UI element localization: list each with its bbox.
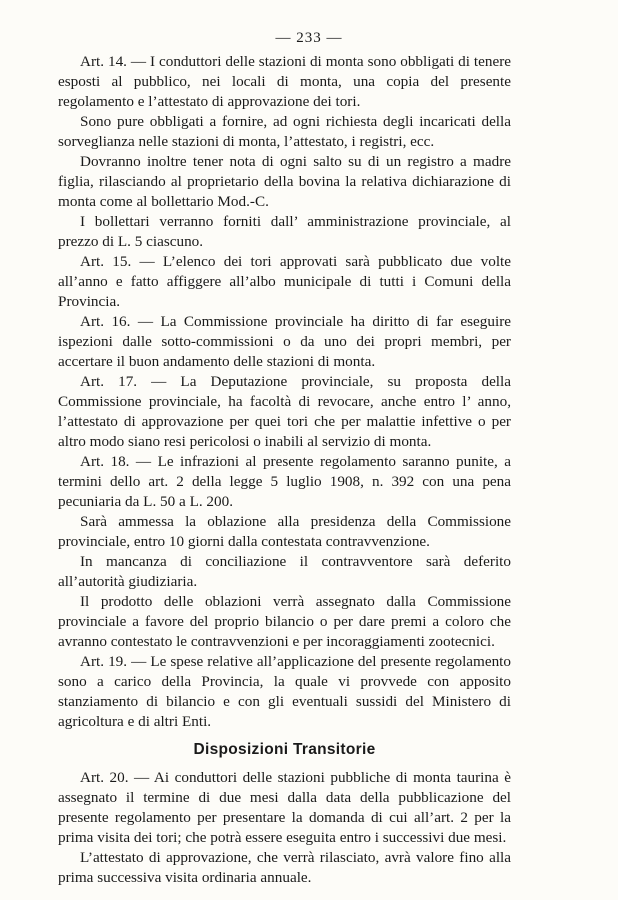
page-number: — 233 — [275, 30, 343, 46]
paragraph-registro: Dovranno inoltre tener nota di ogni salto su di un registro a madre figlia, rilasciando al proprietario della bovina la relativa dichiarazione di monta come al bollettario Mod.-C. [58, 153, 511, 210]
paragraph-conciliazione: In mancanza di conciliazione il contravventore sarà deferito all’autorità giudiziaria. [58, 553, 511, 590]
paragraph-attestato-valore: L’attestato di approvazione, che verrà rilasciato, avrà valore fino alla prima successiva visita ordinaria annuale. [58, 849, 511, 886]
paragraph-art-14: Art. 14. — I conduttori delle stazioni di monta sono obbligati di tenere esposti al pubblico, nei locali di monta, una copia del presente regolamento e l’attestato di approvazione dei tori. [58, 53, 511, 110]
page-body [58, 52, 511, 888]
section-title: Disposizioni Transitorie [193, 741, 376, 758]
paragraph-oblazione: Sarà ammessa la oblazione alla presidenza della Commissione provinciale, entro 10 giorni dalla contestata contravvenzione. [58, 513, 511, 550]
paragraph-prodotto-oblazioni: Il prodotto delle oblazioni verrà assegnato dalla Commissione provinciale a favore del proprio bilancio o per dare premi a coloro che avranno contestato le contravvenzioni e per incoraggiamenti zootecnici. [58, 593, 511, 650]
paragraph-art-20: Art. 20. — Ai conduttori delle stazioni pubbliche di monta taurina è assegnato il termine di due mesi dalla data della pubblicazione del presente regolamento per presentare la domanda di cui all’art. 2 per la prima visita dei tori; che potrà essere eseguita entro i successivi due mesi. [58, 769, 511, 846]
paragraph-bollettari: I bollettari verranno forniti dall’ amministrazione provinciale, al prezzo di L. 5 ciascuno. [58, 213, 511, 250]
paragraph-art-19: Art. 19. — Le spese relative all’applicazione del presente regolamento sono a carico della Provincia, la quale vi provvede con apposito stanziamento di bilancio e con gli eventuali sussidi del Ministero di agricoltura e di altri Enti. [58, 653, 511, 730]
paragraph-sorveglianza: Sono pure obbligati a fornire, ad ogni richiesta degli incaricati della sorveglianza nelle stazioni di monta, l’attestato, i registri, ecc. [58, 113, 511, 150]
paragraph-art-18: Art. 18. — Le infrazioni al presente regolamento saranno punite, a termini dello art. 2 della legge 5 luglio 1908, n. 392 con una pena pecuniaria da L. 50 a L. 200. [58, 453, 511, 510]
paragraph-art-17: Art. 17. — La Deputazione provinciale, su proposta della Commissione provinciale, ha facoltà di revocare, anche entro l’ anno, l’attestato di approvazione per quei tori che per malattie infettive o per altro modo siano resi pericolosi o inabili al servizio di monta. [58, 373, 511, 450]
paragraph-art-15: Art. 15. — L’elenco dei tori approvati sarà pubblicato due volte all’anno e fatto affiggere all’albo municipale di tutti i Comuni della Provincia. [58, 253, 511, 310]
paragraph-art-16: Art. 16. — La Commissione provinciale ha diritto di far eseguire ispezioni dalle sotto-commissioni o da uno dei propri membri, per accertare il buon andamento delle stazioni di monta. [58, 313, 511, 370]
